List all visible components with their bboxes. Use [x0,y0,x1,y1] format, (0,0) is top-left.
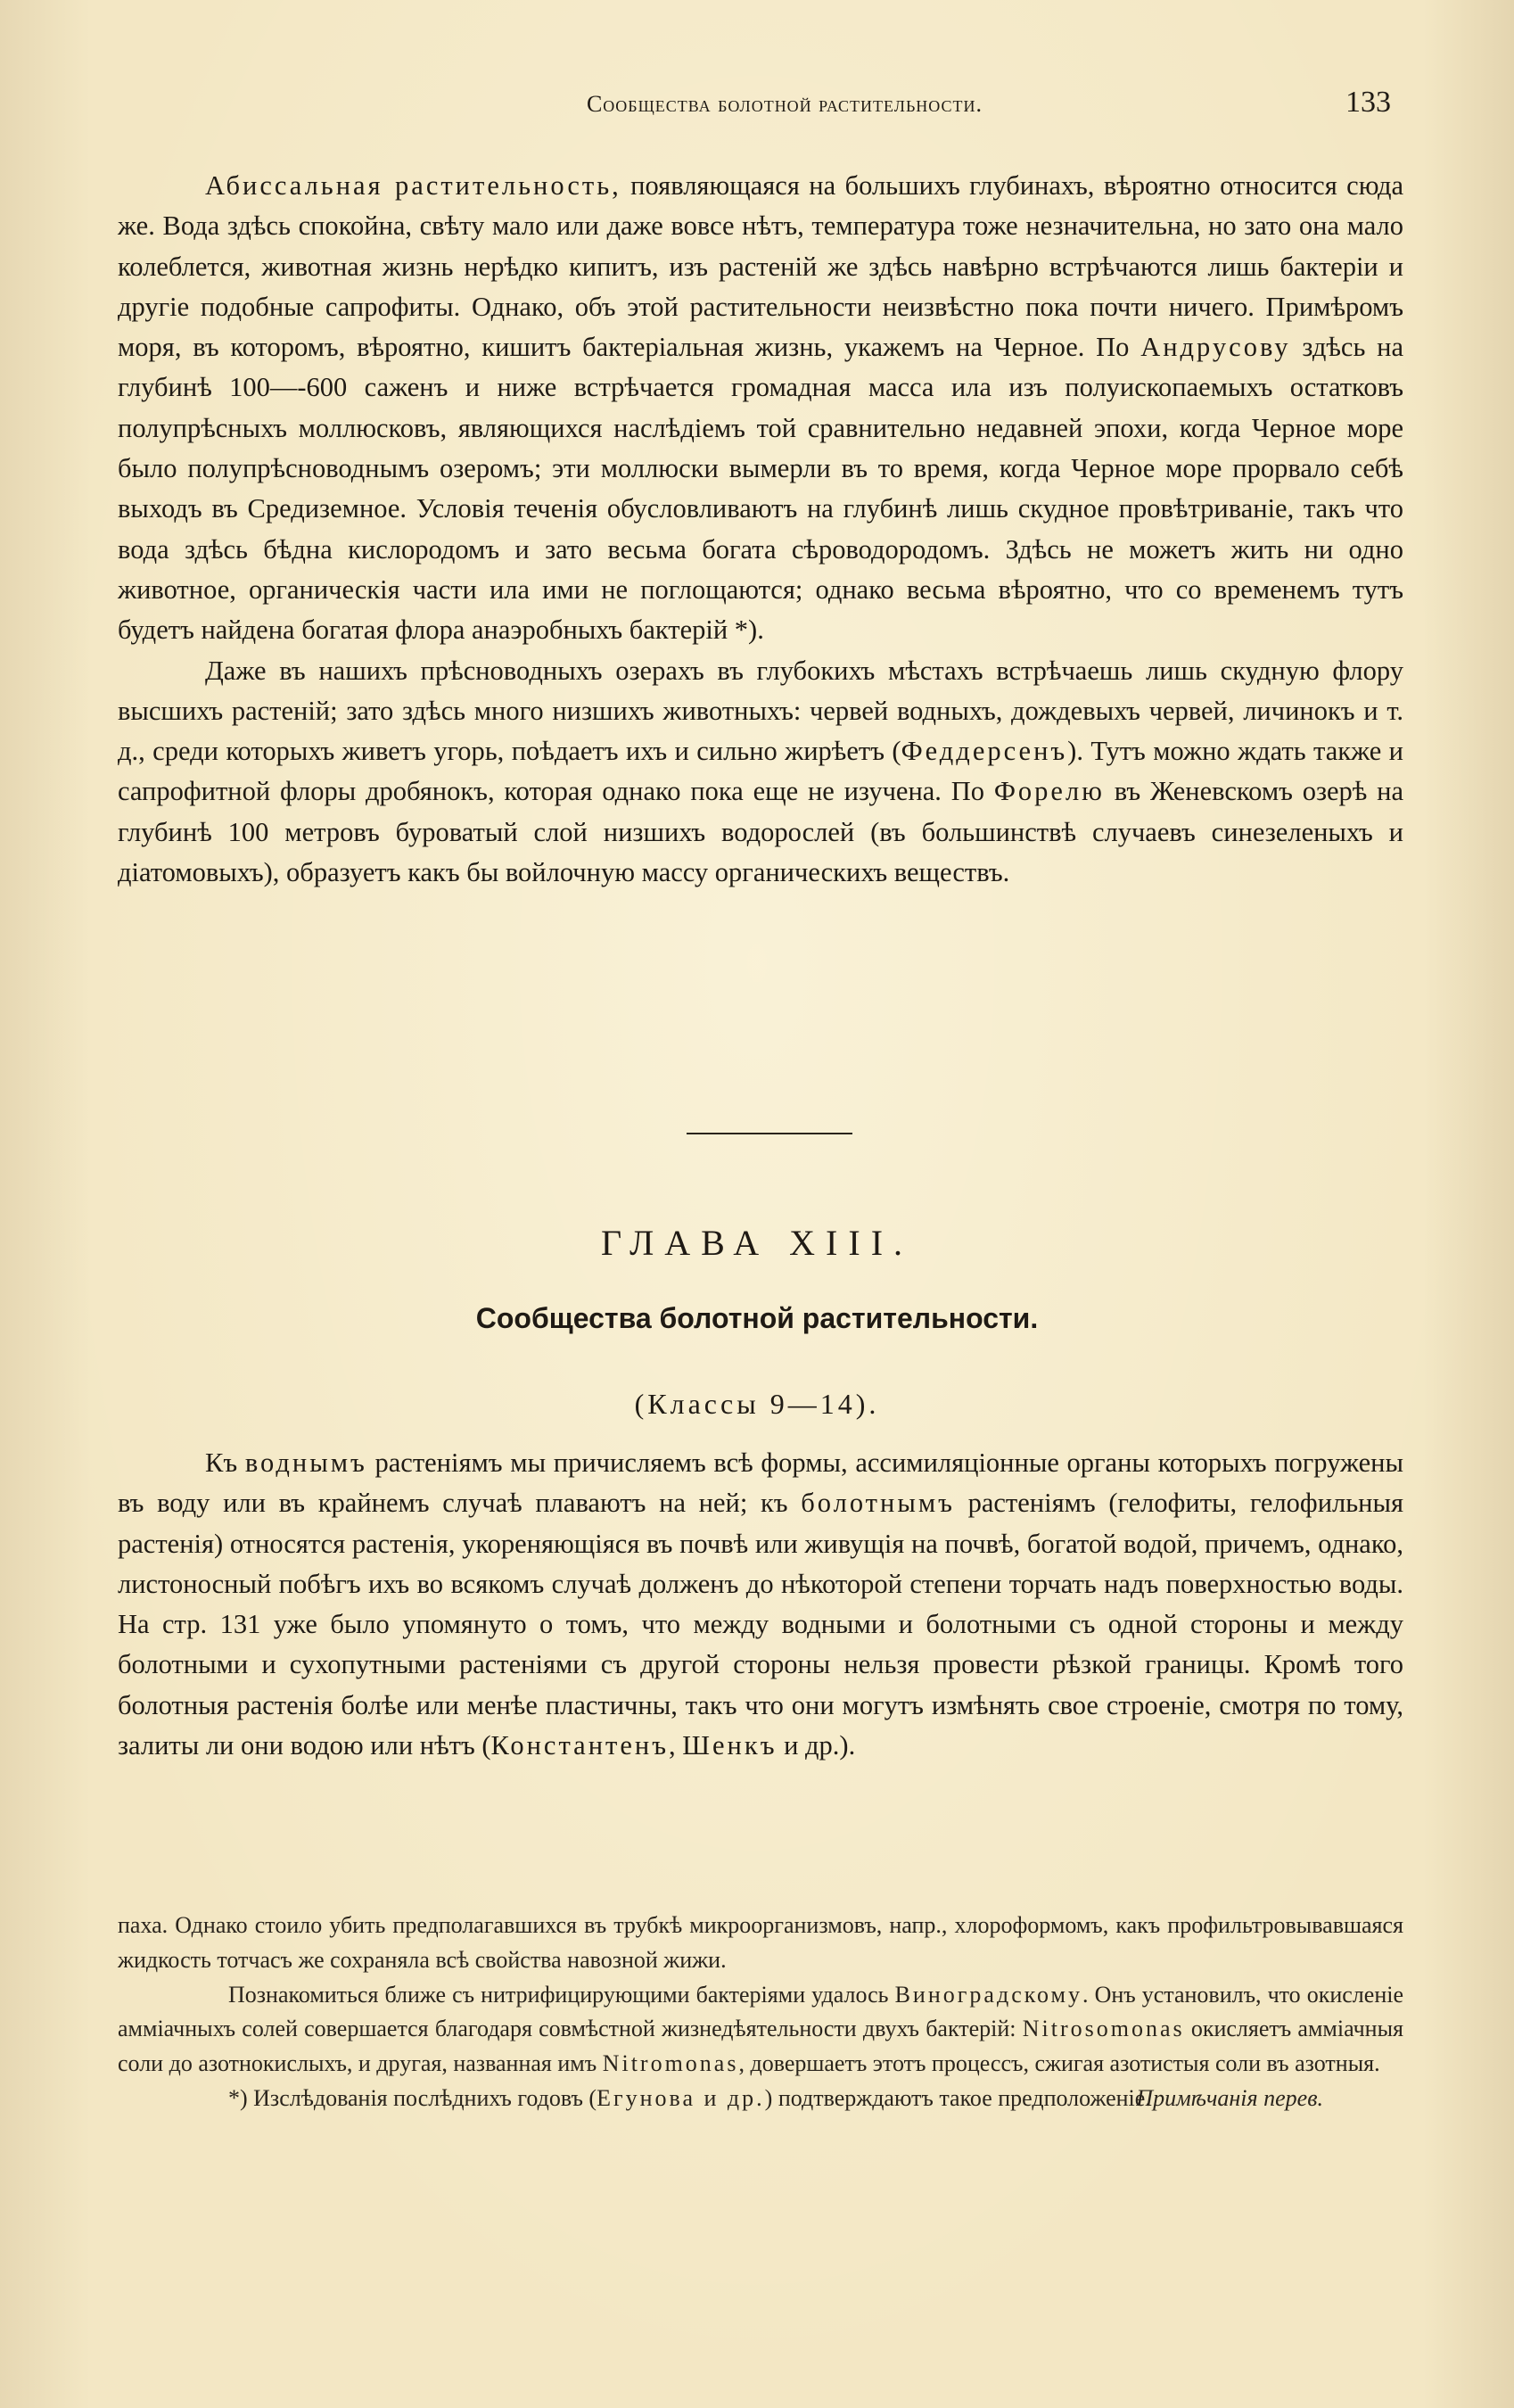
section-divider [687,1133,852,1134]
term-marsh: болотнымъ [801,1488,955,1519]
author-name: Шенкъ [682,1730,778,1761]
footnote-text: , довершаетъ этотъ процессъ, сжигая азотистыя соли въ азотныя. [738,2050,1380,2077]
footnotes [118,1909,1403,2116]
paragraph-text: Даже въ нашихъ прѣсноводныхъ озерахъ въ глубокихъ мѣстахъ встрѣчаешь лишь скудную флору высшихъ растеній; зато здѣсь много низшихъ животныхъ: червей водныхъ, дождевыхъ червей, личинокъ и т. д., среди которыхъ живетъ угорь, поѣдаетъ ихъ и сильно жирѣетъ ( [118,655,1403,767]
chapter-classes: (Классы 9—14). [634,1388,880,1420]
term-abyssal-vegetation: Абиссальная растительность, [205,170,621,201]
paragraph-text: Къ [205,1447,238,1478]
paragraph-text: ). Тутъ можно ждать также и сапрофитной флоры дробянокъ, которая однако пока еще не изучена. По [118,736,1403,807]
running-title: Сообщества болотной растительности. [586,91,983,117]
paragraph-text: растеніямъ (гелофиты, гелофильныя растенія) относятся растенія, укореняющіяся въ почвѣ или живущія на почвѣ, богатой водой, причемъ, однако, листоносный побѣгъ ихъ во всякомъ случаѣ долженъ до нѣкоторой степени торчать надъ поверхностью воды. На стр. 131 уже было упомянуто о томъ, что между водными и болотными съ одной стороны и между болотными и сухопутными растеніями съ другой стороны нельзя провести рѣзкой границы. Кромѣ того болотныя растенія болѣе или менѣе пластичны, такъ что они могутъ измѣнять свое строеніе, смотря по тому, залиты ли они водою или нѣтъ ( [118,1488,1403,1761]
paragraph-text: появляющаяся на большихъ глубинахъ, вѣроятно относится сюда же. Вода здѣсь спокойна, свѣту мало или даже вовсе нѣтъ, температура тоже незначительна, но зато она мало колеблется, животная жизнь нерѣдко кипитъ, изъ растеній же здѣсь навѣрно встрѣчаются лишь бактеріи и другіе подобные сапрофиты. Однако, объ этой растительности неизвѣстно пока почти ничего. Примѣромъ моря, въ которомъ, вѣроятно, кишитъ бактеріальная жизнь, укажемъ на Черное. По [118,170,1403,363]
text-block-chapter [118,1443,1403,1766]
footnote-text: окисляетъ амміачныя соли до азотнокислыхъ, и другая, названная имъ [118,2016,1404,2077]
paragraph-water-plants [118,1443,1403,1766]
footnote-text: Познакомиться ближе съ нитрифицирующими бактеріями удалось [228,1981,895,2008]
author-name: Андрусову [1140,332,1291,363]
text-block-abyssal [118,166,1403,893]
author-name: Феддерсенъ [901,736,1068,767]
footnote-asterisk [118,2082,1403,2116]
paragraph-text: и др.). [777,1730,856,1761]
paragraph-text: здѣсь на глубинѣ 100—-600 саженъ и ниже встрѣчается громадная масса ила изъ полуископаемыхъ остатковъ полупрѣсныхъ моллюсковъ, являющихся наслѣдіемъ той сравнительно недавней эпохи, когда Черное море было полупрѣсноводнымъ озеромъ; эти моллюски вымерли въ то время, когда Черное море прорвало себѣ выходъ въ Средиземное. Условія теченія обусловливаютъ на глубинѣ лишь скудное провѣтриваніе, такъ что вода здѣсь бѣдна кислородомъ и зато весьма богата сѣроводородомъ. Здѣсь не можетъ жить ни одно животное, органическія части ила ими не поглощаются; однако весьма вѣроятно, что со временемъ тутъ будетъ найдена богатая флора анаэробныхъ бактерій *). [118,332,1403,646]
chapter-title: ГЛАВА XIII. [600,1223,914,1263]
bacterium-name: Nitromonas [602,2050,739,2077]
translator-note-signature: Примѣчанія перев. [1136,2084,1323,2111]
paragraph-text: въ Женевскомъ озерѣ на глубинѣ 100 метровъ буроватый слой низшихъ водорослей (въ большинствѣ случаевъ синезеленыхъ и діатомовыхъ), образуетъ какъ бы войлочную массу органическихъ веществъ. [118,776,1403,888]
paragraph-text: , [669,1730,683,1761]
term-water: воднымъ [244,1447,367,1478]
page-number: 133 [1345,86,1391,119]
page-header [116,86,1400,127]
chapter-subtitle: Сообщества болотной растительности. [475,1302,1039,1334]
footnote-continuation: паха. Однако стоило убить предполагавшихся въ трубкѣ микроорганизмовъ, напр., хлороформомъ, какъ профильтровывавшаяся жидкость тотчасъ же сохраняла всѣ свойства навозной жижи. [118,1912,1403,1973]
author-name: Константенъ [490,1730,669,1761]
bacterium-name: Nitrosomonas [1022,2016,1185,2042]
footnote-nitrifying [118,1978,1403,2082]
author-name: Форелю [993,776,1105,807]
author-name: Виноградскому [894,1981,1083,2008]
footnote-text: ) подтверждаютъ такое предположеніе. [764,2084,1151,2111]
paragraph-abyssal [118,166,1403,651]
paragraph-freshwater-lakes [118,651,1403,894]
footnote-text: . Онъ установилъ, что окисленіе аммiачныхъ солей совершается благодаря совмѣстной жизнедѣятельности двухъ бактерій: [118,1981,1403,2042]
author-name: Егунова и др. [597,2084,765,2111]
footnote-text: *) Изслѣдованія послѣднихъ годовъ ( [228,2084,597,2111]
paragraph-text: растеніямъ мы причисляемъ всѣ формы, ассимиляціонные органы которыхъ погружены въ воду или въ крайнемъ случаѣ плаваютъ на ней; къ [118,1447,1403,1519]
